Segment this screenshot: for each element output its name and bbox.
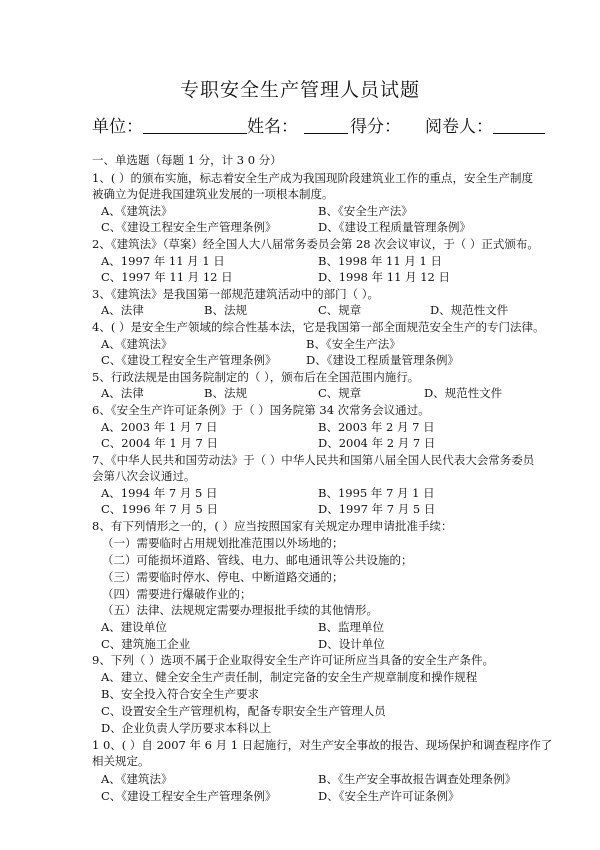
question-10-option-b: B、《生产安全事故报告调查处理条例》 xyxy=(318,772,517,786)
question-4-option-b: B、《安全生产法》 xyxy=(306,337,401,351)
question-4-option-c: C、《建设工程安全生产管理条例》 xyxy=(101,353,277,367)
question-2-option-d: D、1998 年 11 月 12 日 xyxy=(318,270,451,284)
question-10-option-d: D、《安全生产许可证条例》 xyxy=(318,789,460,803)
question-10-option-a: A、《建筑法》 xyxy=(101,772,173,786)
question-5-line-1: 5、行政法规是由国务院制定的（ ），颁布后在全国范围内施行。 xyxy=(92,370,420,384)
question-6-option-a: A、2003 年 1 月 7 日 xyxy=(101,420,218,434)
question-1-line-1: 1、( ）的颁布实施，标志着安全生产成为我国现阶段建筑业工作的重点，安全生产制度 xyxy=(92,171,533,185)
question-8-clause-2: （二）可能损坏道路、管线、电力、邮电通讯等公共设施的； xyxy=(102,553,413,567)
unit-blank xyxy=(143,117,247,134)
question-8-clause-5: （五）法律、法规规定需要办理报批手续的其他情形。 xyxy=(102,603,378,617)
question-7-option-a: A、1994 年 7 月 5 日 xyxy=(101,486,218,500)
page-title: 专职安全生产管理人员试题 xyxy=(179,79,420,101)
question-9-option-b: B、安全投入符合安全生产要求 xyxy=(101,687,259,701)
question-3-option-d: D、规范性文件 xyxy=(430,303,509,317)
question-7-line-2: 会第八次会议通过。 xyxy=(92,469,196,483)
question-4-option-a: A、《建筑法》 xyxy=(101,337,173,351)
question-4-line-1: 4、( ）是安全生产领域的综合性基本法，它是我国第一部全面规范安全生产的专门法律。 xyxy=(92,320,545,334)
grader-label: 阅卷人： xyxy=(425,117,493,137)
question-2-option-b: B、1998 年 11 月 1 日 xyxy=(318,254,442,268)
question-8-option-c: C、建筑施工企业 xyxy=(101,637,191,651)
question-1-line-2: 被确立为促进我国建筑业发展的一项根本制度。 xyxy=(92,187,334,201)
question-3-option-c: C、规章 xyxy=(318,303,362,317)
score-label: 得分： xyxy=(350,117,401,137)
question-6-option-c: C、2004 年 1 月 7 日 xyxy=(101,436,218,450)
question-8-clause-1: （一）需要临时占用规划批准范围以外场地的； xyxy=(102,536,344,550)
question-9-option-a: A、建立、健全安全生产责任制，制定完备的安全生产规章制度和操作规程 xyxy=(101,670,478,684)
question-6-option-d: D、2004 年 2 月 7 日 xyxy=(318,436,436,450)
name-blank xyxy=(304,117,348,134)
section-heading: 一、单选题（每题 1 分，计 3 0 分） xyxy=(92,153,282,167)
question-10-option-c: C、《建设工程安全生产管理条例》 xyxy=(101,789,277,803)
question-6-option-b: B、2003 年 2 月 7 日 xyxy=(318,420,435,434)
question-7-line-1: 7、《中华人民共和国劳动法》于（ ）中华人民共和国第八届全国人民代表大会常务委员 xyxy=(92,453,535,467)
question-7-option-b: B、1995 年 7 月 1 日 xyxy=(318,486,435,500)
question-2-option-a: A、1997 年 11 月 1 日 xyxy=(101,254,225,268)
question-8-clause-3: （三）需要临时停水、停电、中断道路交通的； xyxy=(102,570,344,584)
question-5-option-d: D、规范性文件 xyxy=(424,386,503,400)
name-label: 姓名： xyxy=(247,117,298,137)
question-7-option-c: C、1996 年 7 月 5 日 xyxy=(101,502,218,516)
question-8-line-1: 8、有下列情形之一的，( ）应当按照国家有关规定办理申请批准手续： xyxy=(92,519,453,533)
question-5-option-b: B、法规 xyxy=(204,386,247,400)
grader-blank xyxy=(493,117,545,134)
question-8-option-d: D、设计单位 xyxy=(318,637,385,651)
question-3-option-b: B、法规 xyxy=(204,303,247,317)
question-4-option-d: D、《建设工程质量管理条例》 xyxy=(306,353,459,367)
question-10-line-1: 1 0、( ）自 2007 年 6 月 1 日起施行，对生产安全事故的报告、现场保护和调查程序作了 xyxy=(92,738,553,752)
question-2-line-1: 2、《建筑法》（草案）经全国人大八届常务委员会第 28 次会议审议，于（ ）正式颁布。 xyxy=(92,237,539,251)
question-10-line-2: 相关规定。 xyxy=(92,754,150,768)
question-1-option-d: D、《建设工程质量管理条例》 xyxy=(318,220,471,234)
question-6-line-1: 6、《安全生产许可证条例》于（ ）国务院第 34 次常务会议通过。 xyxy=(92,403,430,417)
question-9-option-c: C、设置安全生产管理机构，配备专职安全生产管理人员 xyxy=(101,704,386,718)
question-8-clause-4: （四）需要进行爆破作业的； xyxy=(102,587,252,601)
question-3-line-1: 3、《建筑法》是我国第一部规范建筑活动中的部门（ ）。 xyxy=(92,287,379,301)
question-9-line-1: 9、下列（ ）选项不属于企业取得安全生产许可证所应当具备的安全生产条件。 xyxy=(92,653,494,667)
question-8-option-b: B、监理单位 xyxy=(318,620,384,634)
question-1-option-c: C、《建设工程安全生产管理条例》 xyxy=(101,220,277,234)
question-8-option-a: A、建设单位 xyxy=(101,620,167,634)
question-3-option-a: A、法律 xyxy=(101,303,144,317)
question-5-option-a: A、法律 xyxy=(101,386,144,400)
question-2-option-c: C、1997 年 11 月 12 日 xyxy=(101,270,233,284)
question-5-option-c: C、规章 xyxy=(318,386,362,400)
question-1-option-b: B、《安全生产法》 xyxy=(318,204,413,218)
question-1-option-a: A、《建筑法》 xyxy=(101,204,173,218)
question-7-option-d: D、1997 年 7 月 5 日 xyxy=(318,502,436,516)
question-9-option-d: D、企业负责人学历要求本科以上 xyxy=(101,721,272,735)
unit-label: 单位： xyxy=(92,117,143,137)
header-fields xyxy=(92,112,545,137)
